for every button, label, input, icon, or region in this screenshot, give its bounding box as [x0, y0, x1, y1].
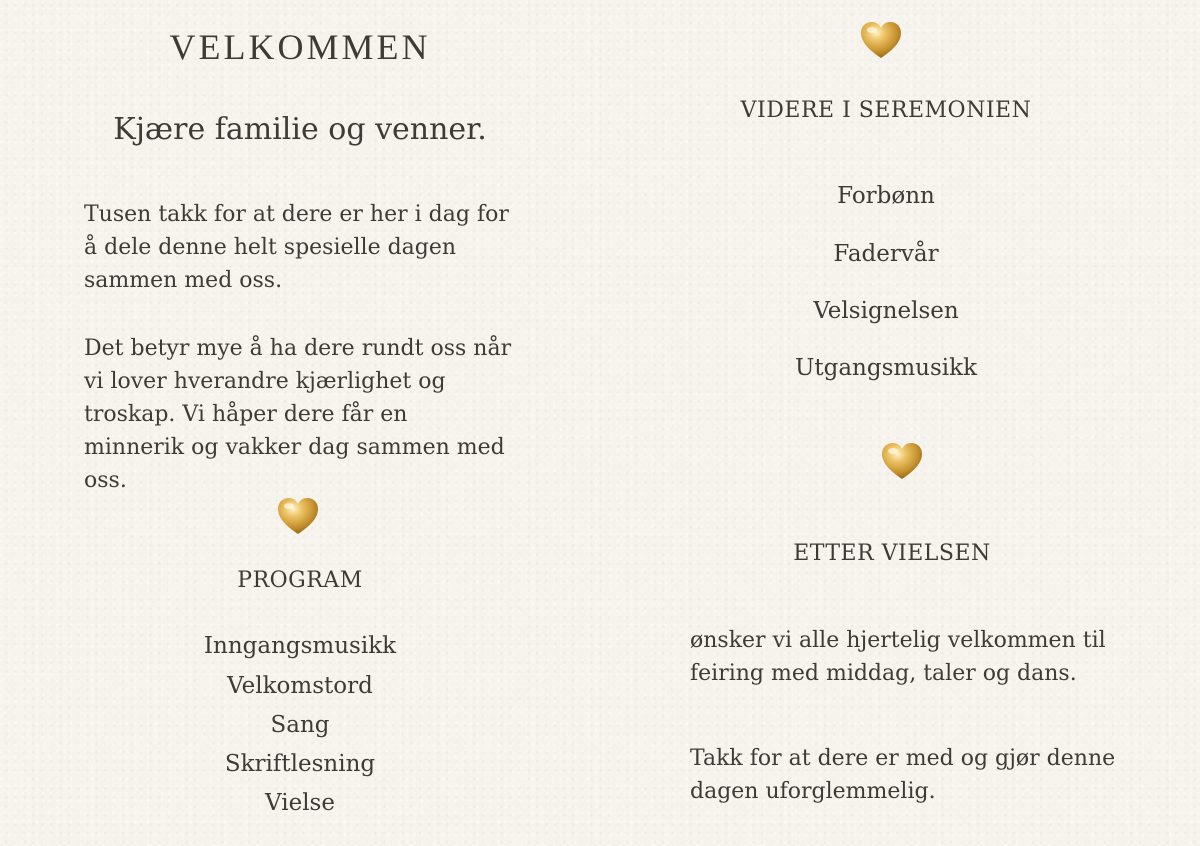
- welcome-paragraph-1: Tusen takk for at dere er her i dag for å dele denne helt spesielle dagen sammen med oss.: [84, 202, 509, 293]
- gold-heart-icon: [276, 496, 320, 536]
- ceremony-item: Utgangsmusikk: [794, 355, 978, 381]
- after-heading: ETTER VIELSEN: [793, 541, 991, 566]
- program-item: Sang: [270, 712, 330, 738]
- program-heading: PROGRAM: [237, 568, 363, 593]
- greeting: Kjære familie og venner.: [113, 112, 487, 147]
- welcome-paragraph-2: Det betyr mye å ha dere rundt oss når vi lover hverandre kjærlighet og troskap. Vi håper dere får en minnerik og vakker dag sammen med oss.: [84, 336, 512, 493]
- ceremony-heading: VIDERE I SEREMONIEN: [740, 98, 1032, 123]
- ceremony-item: Velsignelsen: [813, 298, 959, 324]
- gold-heart-icon: [859, 20, 903, 60]
- gold-heart-icon: [880, 441, 924, 481]
- ceremony-item: Fadervår: [833, 241, 939, 267]
- program-item: Vielse: [265, 790, 335, 816]
- after-paragraph: ønsker vi alle hjertelig velkommen til feiring med middag, taler og dans.: [690, 628, 1106, 686]
- program-item: Velkomstord: [227, 673, 373, 699]
- program-item: Inngangsmusikk: [203, 633, 397, 659]
- program-item: Skriftlesning: [224, 751, 376, 777]
- page-title: VELKOMMEN: [169, 27, 431, 67]
- ceremony-item: Forbønn: [837, 183, 935, 209]
- closing-paragraph: Takk for at dere er med og gjør denne dagen uforglemmelig.: [690, 746, 1116, 804]
